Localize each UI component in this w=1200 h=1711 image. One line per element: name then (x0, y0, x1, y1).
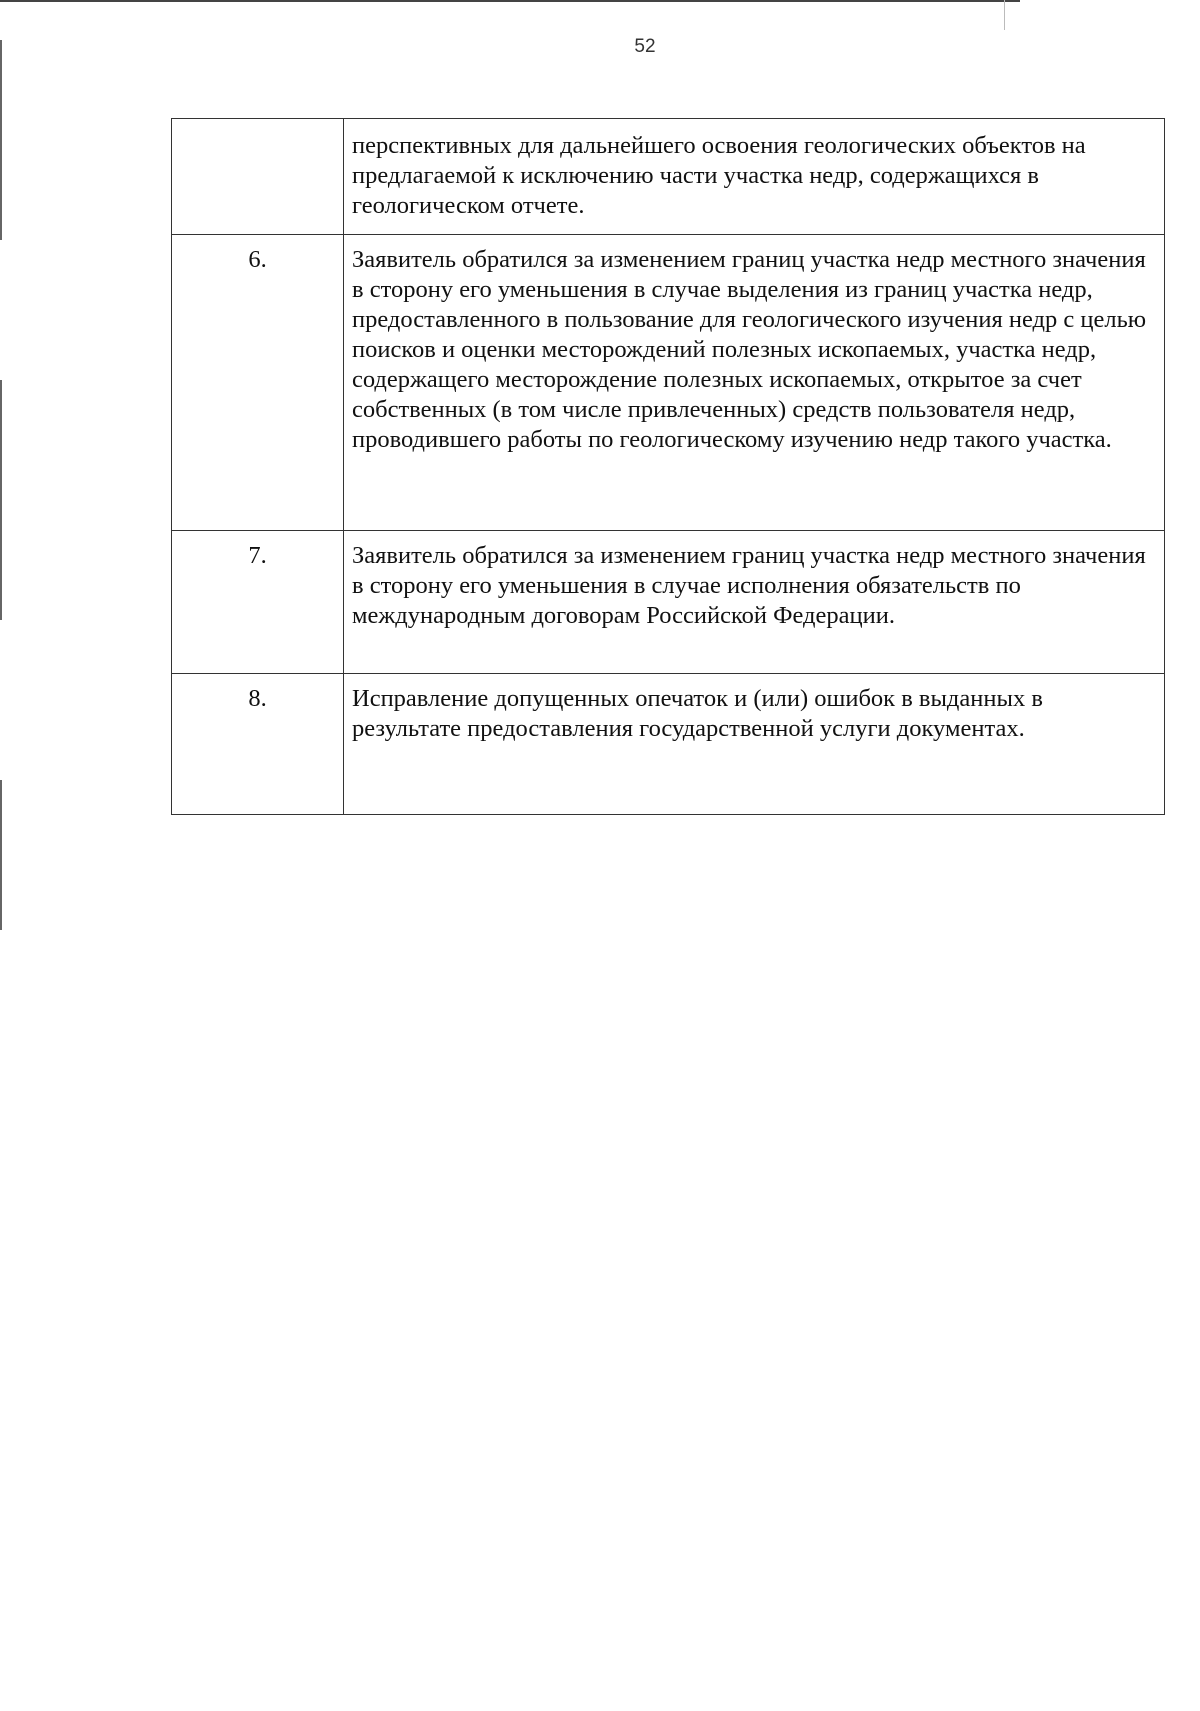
row-text-cell: Исправление допущенных опечаток и (или) ошибок в выданных в результате предоставления государственной услуги документах. (344, 674, 1165, 815)
scan-edge-left (0, 780, 2, 930)
row-text-cell: Заявитель обратился за изменением границ участка недр местного значения в сторону его уменьшения в случае выделения из границ участка недр, предоставленного в пользование для геологического изучения недр с целью поисков и оценки месторождений полезных ископаемых, участка недр, содержащего месторождение полезных ископаемых, открытое за счет собственных (в том числе привлеченных) средств пользователя недр, проводившего работы по геологическому изучению недр такого участка. (344, 235, 1165, 531)
table-row (172, 531, 1165, 674)
table-row (172, 674, 1165, 815)
row-text-cell: перспективных для дальнейшего освоения геологических объектов на предлагаемой к исключению части участка недр, содержащихся в геологическом отчете. (344, 119, 1165, 235)
row-number-cell: 8. (172, 674, 344, 815)
table-row (172, 235, 1165, 531)
table-row (172, 119, 1165, 235)
scan-edge-top (0, 0, 1020, 2)
row-text-cell: Заявитель обратился за изменением границ участка недр местного значения в сторону его уменьшения в случае исполнения обязательств по международным договорам Российской Федерации. (344, 531, 1165, 674)
scan-edge-left (0, 40, 2, 240)
scan-edge-left (0, 380, 2, 620)
scan-edge-right (1004, 0, 1005, 30)
row-number-cell: 6. (172, 235, 344, 531)
row-number-cell: 7. (172, 531, 344, 674)
page-number: 52 (634, 36, 656, 57)
row-number-cell (172, 119, 344, 235)
services-table (171, 118, 1165, 815)
